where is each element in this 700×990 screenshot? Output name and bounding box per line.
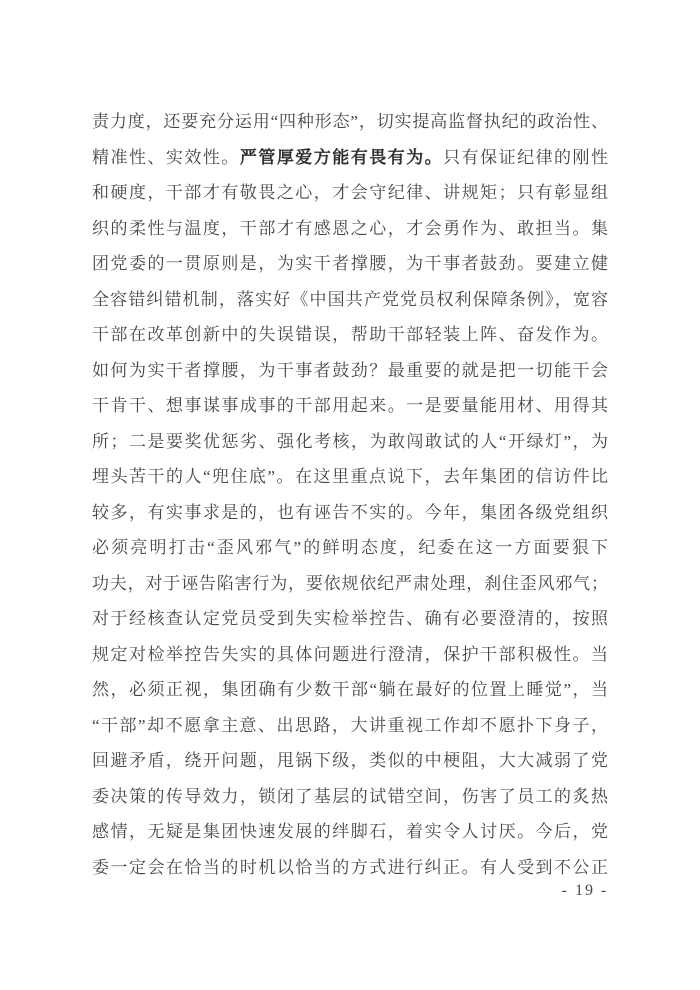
text-line: 必须亮明打击“歪风邪气”的鲜明态度，纪委在这一方面要狠下 — [92, 538, 608, 557]
text-line: 干部在改革创新中的失误错误，帮助干部轻装上阵、奋发作为。 — [92, 325, 608, 344]
text-line: 较多，有实事求是的，也有诬告不实的。今年，集团各级党组织 — [92, 502, 608, 522]
text-line: 感情，无疑是集团快速发展的绊脚石，着实令人讨厌。今后，党 — [92, 822, 608, 841]
text-line: 委一定会在恰当的时机以恰当的方式进行纠正。有人受到不公正 — [92, 857, 608, 877]
text-line: 然，必须正视，集团确有少数干部“躺在最好的位置上睡觉”，当 — [92, 680, 608, 699]
text-line: 所；二是要奖优惩劣、强化考核，为敢闯敢试的人“开绿灯”，为 — [92, 431, 608, 451]
body-text — [92, 104, 608, 885]
text-line: 干肯干、想事谋事成事的干部用起来。一是要量能用材、用得其 — [92, 396, 608, 415]
text-line: 功夫，对于诬告陷害行为，要依规依纪严肃处理，刹住歪风邪气； — [92, 573, 608, 593]
text-line: 织的柔性与温度，干部才有感恩之心，才会勇作为、敢担当。集 — [92, 218, 608, 238]
text-line: 团党委的一贯原则是，为实干者撑腰，为干事者鼓劲。要建立健 — [92, 254, 608, 273]
text-line: 回避矛盾，绕开问题，甩锅下级，类似的中梗阻，大大减弱了党 — [92, 751, 608, 770]
text-line: 和硬度，干部才有敬畏之心，才会守纪律、讲规矩；只有彰显组 — [92, 183, 608, 202]
emphasis-text: 严管厚爱方能有畏有为。 — [239, 147, 444, 167]
text-line: 如何为实干者撑腰，为干事者鼓劲？最重要的就是把一切能干会 — [92, 360, 608, 380]
text-line: 责力度，还要充分运用“四种形态”，切实提高监督执纪的政治性、 — [92, 112, 608, 131]
text-line: 规定对检举控告失实的具体问题进行澄清，保护干部积极性。当 — [92, 644, 608, 664]
text-line-with-emphasis — [92, 140, 608, 176]
text-line: “干部”却不愿拿主意、出思路，大讲重视工作却不愿扑下身子， — [92, 715, 608, 735]
text-line: 委决策的传导效力，锁闭了基层的试错空间，伤害了员工的炙热 — [92, 786, 608, 806]
text-line: 全容错纠错机制，落实好《中国共产党党员权利保障条例》，宽容 — [92, 289, 608, 309]
text-line: 对于经核查认定党员受到失实检举控告、确有必要澄清的，按照 — [92, 609, 608, 628]
text-segment: 只有保证纪律的刚性 — [443, 147, 609, 167]
text-line: 埋头苦干的人“兜住底”。在这里重点说下，去年集团的信访件比 — [92, 467, 608, 486]
page-number: - 19 - — [561, 882, 609, 899]
text-segment: 精准性、实效性。 — [92, 147, 240, 167]
